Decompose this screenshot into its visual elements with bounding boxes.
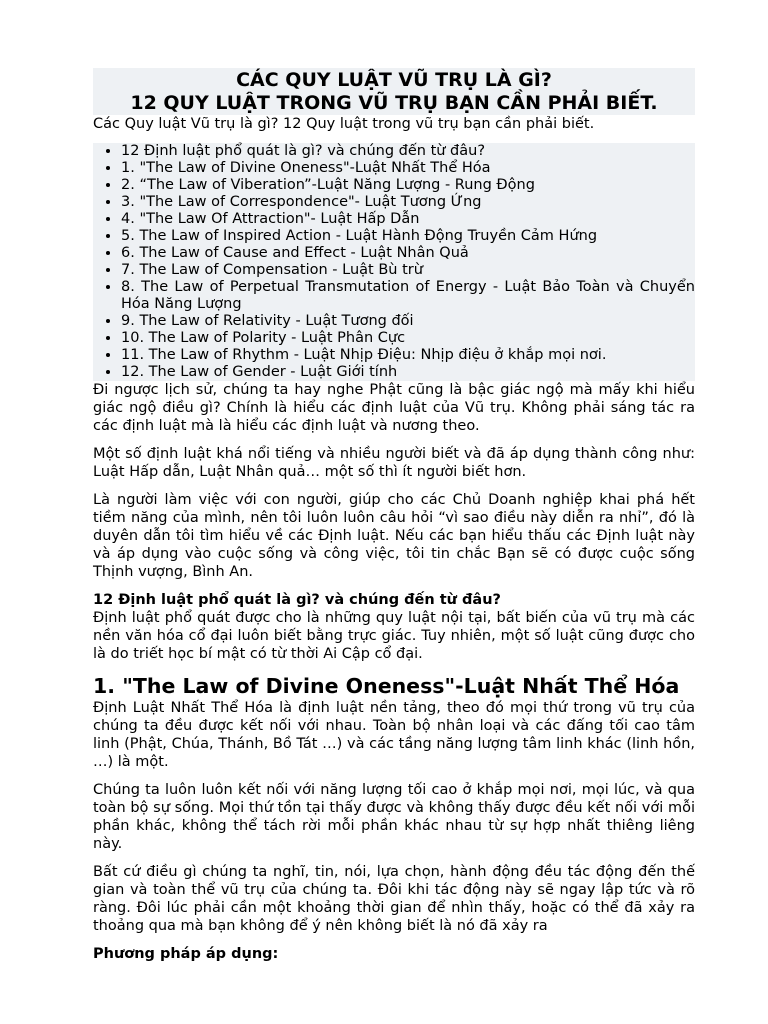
body-paragraph: Một số định luật khá nổi tiếng và nhiều người biết và đã áp dụng thành công như: Luật Hấp dẫn, Luật Nhân quả… một số thì ít người biết hơn. [93,446,695,480]
title-line-2: 12 QUY LUẬT TRONG VŨ TRỤ BẠN CẦN PHẢI BIẾT. [130,92,658,114]
toc-item[interactable]: • 10. The Law of Polarity - Luật Phân Cực [121,330,695,347]
toc-item[interactable]: • 1. "The Law of Divine Oneness"-Luật Nhất Thể Hóa [121,160,695,177]
document-title [93,68,695,115]
section-paragraph: Định luật phổ quát được cho là những quy luật nội tại, bất biến của vũ trụ mà các nền văn hóa cổ đại luôn biết bằng trực giác. Tuy nhiên, một số luật cũng được cho là do triết học bí mật có từ thời Ai Cập cổ đại. [93,610,695,662]
law-1-paragraph: Chúng ta luôn luôn kết nối với năng lượng tối cao ở khắp mọi nơi, mọi lúc, và qua toàn bộ sự sống. Mọi thứ tồn tại thấy được và không thấy được đều kết nối với mỗi phần khác, không thể tách rời mỗi phần khác nhau từ sự hợp nhất thiêng liêng này. [93,782,695,852]
body-paragraph: Đi ngược lịch sử, chúng ta hay nghe Phật cũng là bậc giác ngộ mà mấy khi hiểu giác ngộ điều gì? Chính là hiểu các định luật của Vũ trụ. Không phải sáng tác ra các định luật mà là hiểu các định luật và nương theo. [93,382,695,434]
toc-item[interactable]: • 7. The Law of Compensation - Luật Bù trừ [121,262,695,279]
toc-item[interactable]: • 5. The Law of Inspired Action - Luật Hành Động Truyền Cảm Hứng [121,228,695,245]
toc-item[interactable]: • 12 Định luật phổ quát là gì? và chúng đến từ đâu? [121,143,695,160]
document-page [93,68,695,963]
toc-item[interactable]: • 11. The Law of Rhythm - Luật Nhịp Điệu: Nhịp điệu ở khắp mọi nơi. [121,347,695,364]
law-1-paragraph: Định Luật Nhất Thể Hóa là định luật nền tảng, theo đó mọi thứ trong vũ trụ của chúng ta đều được kết nối với nhau. Toàn bộ nhân loại và các đấng tối cao tâm linh (Phật, Chúa, Thánh, Bồ Tát …) và các tầng năng lượng tâm linh khác (linh hồn, …) là một. [93,700,695,770]
law-1-heading: 1. "The Law of Divine Oneness"-Luật Nhất Thể Hóa [93,674,680,698]
section-heading: 12 Định luật phổ quát là gì? và chúng đến từ đâu? [93,592,501,608]
law-1-paragraph: Bất cứ điều gì chúng ta nghĩ, tin, nói, lựa chọn, hành động đều tác động đến thế gian và toàn thể vũ trụ của chúng ta. Đôi khi tác động này sẽ ngay lập tức và rõ ràng. Đôi lúc phải cần một khoảng thời gian để nhìn thấy, hoặc có thể đã xảy ra thoảng qua mà bạn không để ý nên không biết là nó đã xảy ra [93,864,695,934]
intro-text: Các Quy luật Vũ trụ là gì? 12 Quy luật trong vũ trụ bạn cần phải biết. [93,116,595,132]
title-line-1: CÁC QUY LUẬT VŨ TRỤ LÀ GÌ? [236,69,552,91]
toc-item[interactable]: • 3. "The Law of Correspondence"- Luật Tương Ứng [121,194,695,211]
toc-item[interactable]: • 2. “The Law of Viberation”-Luật Năng Lượng - Rung Động [121,177,695,194]
toc-item[interactable]: • 9. The Law of Relativity - Luật Tương đối [121,313,695,330]
toc-item[interactable]: • 4. "The Law Of Attraction"- Luật Hấp Dẫn [121,211,695,228]
method-heading: Phương pháp áp dụng: [93,946,279,962]
body-paragraph: Là người làm việc với con người, giúp cho các Chủ Doanh nghiệp khai phá hết tiềm năng của mình, nên tôi luôn luôn câu hỏi “vì sao điều này diễn ra nhỉ”, đó là duyên dẫn tôi tìm hiểu về các Định luật. Nếu các bạn hiểu thấu các Định luật này và áp dụng vào cuộc sống và công việc, tôi tin chắc Bạn sẽ có được cuộc sống Thịnh vượng, Bình An. [93,492,695,580]
toc-item[interactable]: • 6. The Law of Cause and Effect - Luật Nhân Quả [121,245,695,262]
toc-item[interactable]: • 8. The Law of Perpetual Transmutation of Energy - Luật Bảo Toàn và Chuyển Hóa Năng Lượng [121,279,695,313]
toc-item[interactable]: • 12. The Law of Gender - Luật Giới tính [121,364,695,381]
table-of-contents [93,143,695,381]
